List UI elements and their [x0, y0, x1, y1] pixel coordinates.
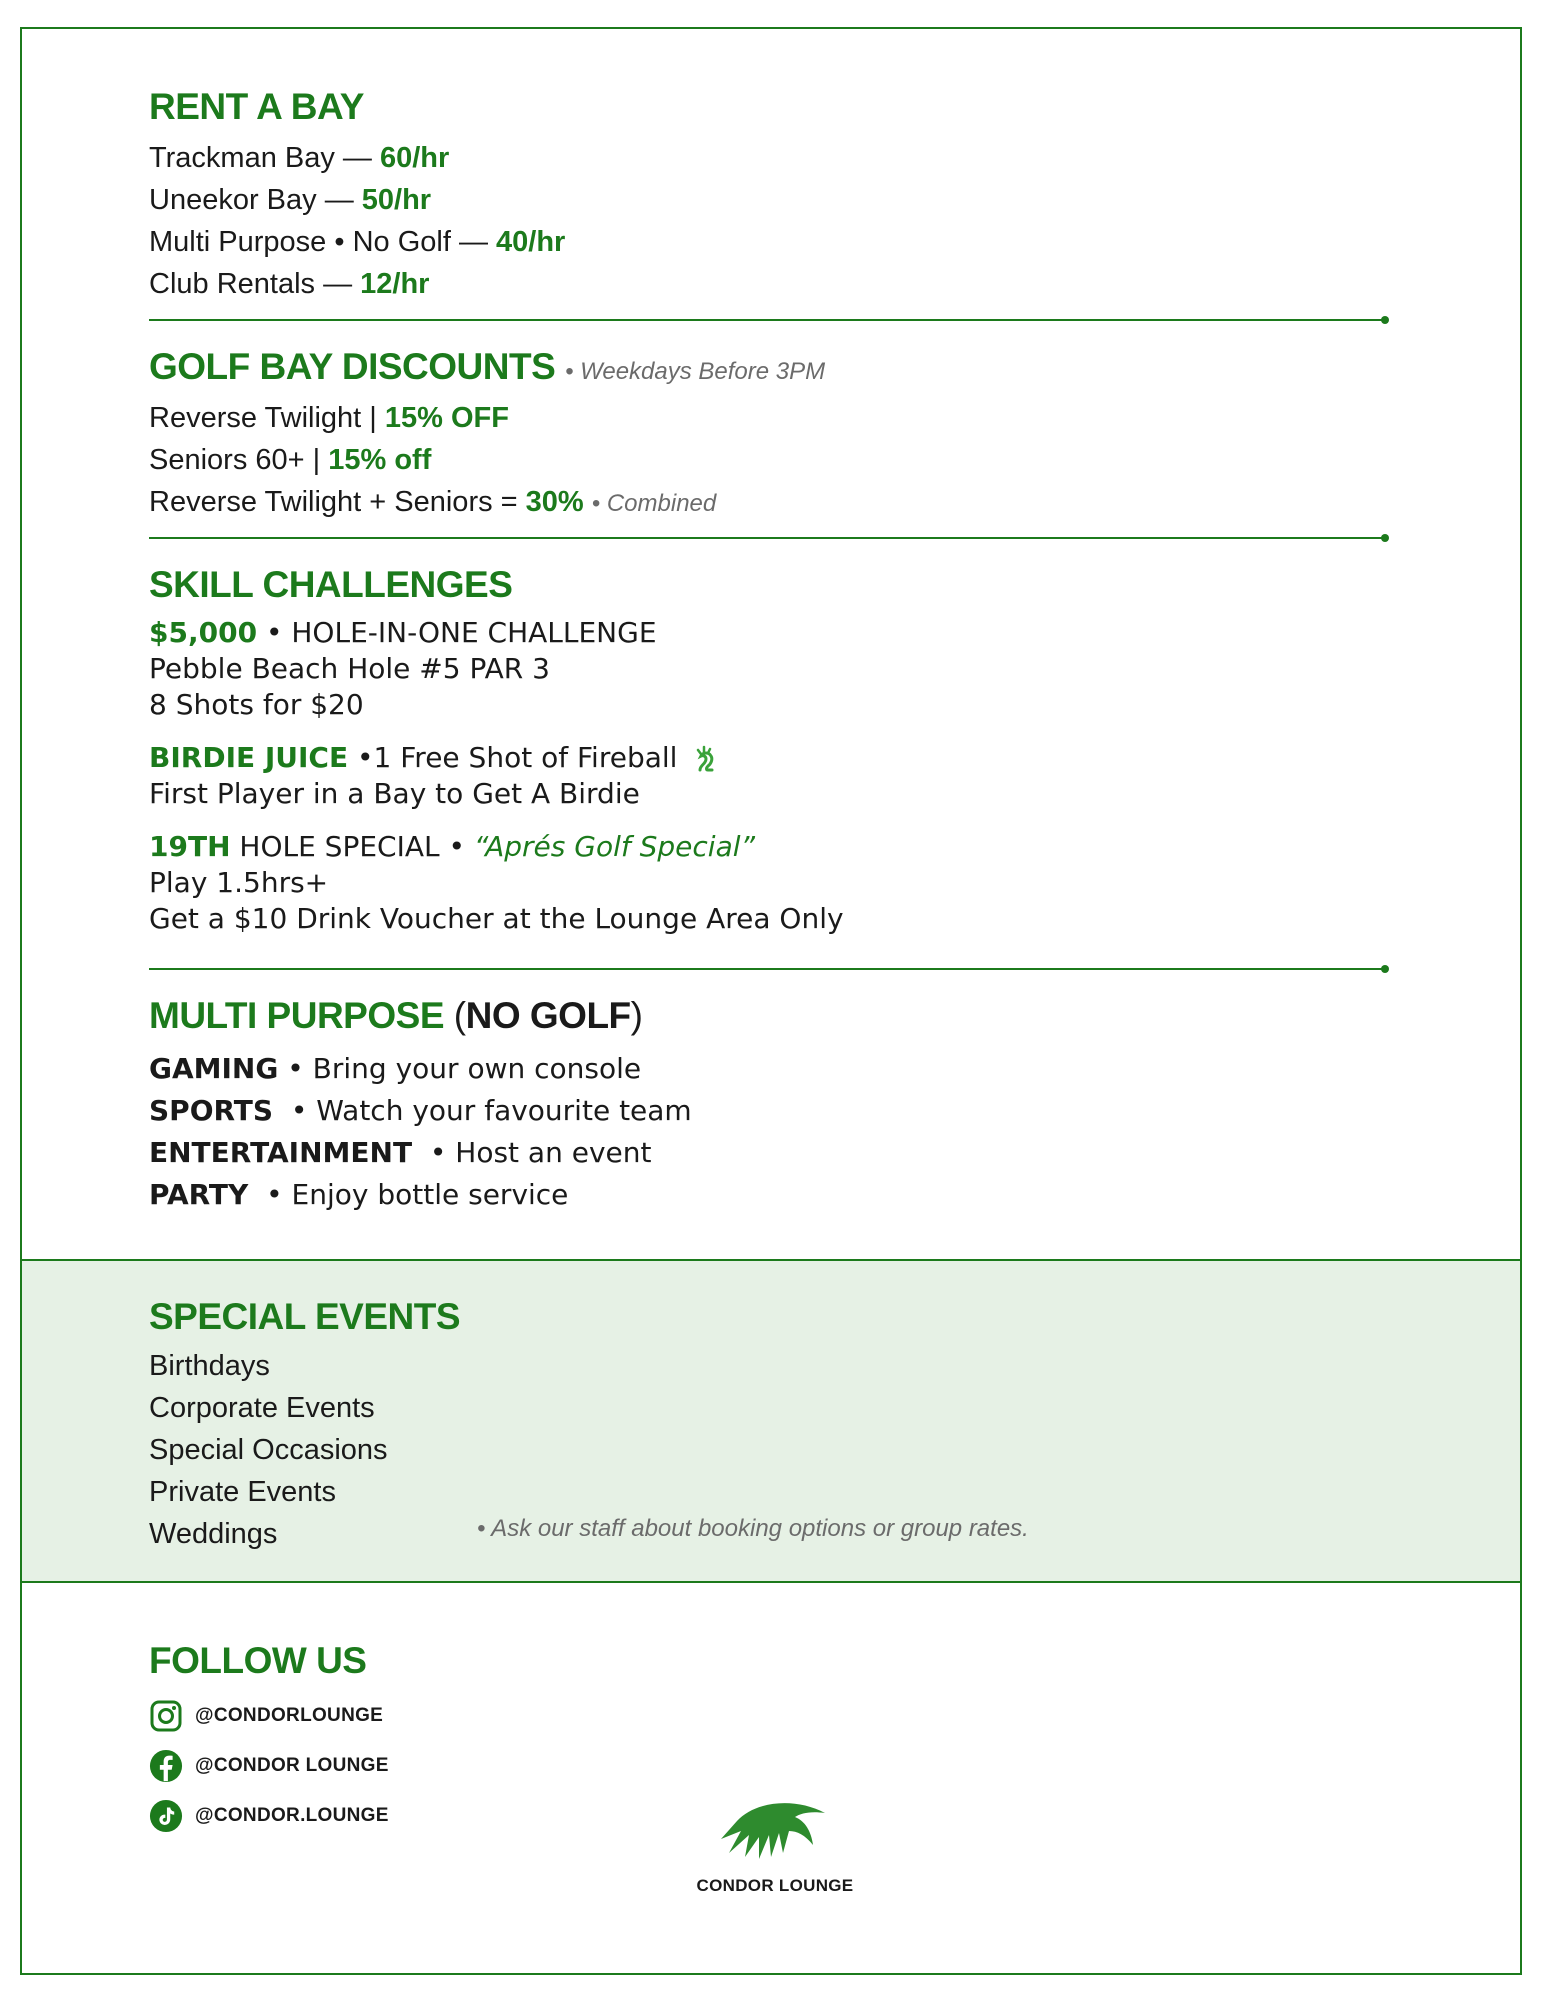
discounts-section [149, 348, 1545, 525]
price-line: Uneekor Bay — 50/hr [149, 184, 432, 216]
logo [690, 1795, 860, 1896]
logo-text: CONDOR LOUNGE [696, 1876, 854, 1895]
section-title: MULTI PURPOSE (NO GOLF) [149, 995, 643, 1036]
section-note: • Weekdays Before 3PM [565, 358, 826, 385]
condor-logo-icon [715, 1795, 835, 1867]
challenge-detail: First Player in a Bay to Get A Birdie [149, 777, 640, 810]
challenge-title: BIRDIE JUICE •1 Free Shot of Fireball [149, 740, 1545, 776]
instagram-icon [149, 1699, 183, 1733]
challenge-title: 19TH HOLE SPECIAL • “Aprés Golf Special” [149, 830, 756, 863]
discount-line: Seniors 60+ | 15% off [149, 444, 432, 476]
discount-line: Reverse Twilight | 15% OFF [149, 402, 509, 434]
feature-line: SPORTS • Watch your favourite team [149, 1094, 692, 1127]
section-divider [149, 537, 1385, 539]
price-line: Multi Purpose • No Golf — 40/hr [149, 226, 566, 258]
feature-line: ENTERTAINMENT • Host an event [149, 1136, 652, 1169]
social-handle: @CONDOR LOUNGE [195, 1755, 389, 1776]
dragon-icon [690, 744, 720, 774]
facebook-icon [149, 1749, 183, 1783]
price-line: Trackman Bay — 60/hr [149, 142, 450, 174]
section-title: RENT A BAY [149, 86, 364, 127]
feature-line: GAMING • Bring your own console [149, 1052, 642, 1085]
social-handle: @CONDORLOUNGE [195, 1705, 384, 1726]
section-divider [149, 968, 1385, 970]
events-note: • Ask our staff about booking options or group rates. [477, 1515, 1029, 1542]
multi-purpose-section [149, 997, 1545, 1216]
price-line: Club Rentals — 12/hr [149, 268, 430, 300]
section-title: FOLLOW US [149, 1640, 367, 1681]
social-link-facebook[interactable] [149, 1741, 1545, 1791]
social-link-instagram[interactable] [149, 1691, 1545, 1741]
section-title: SPECIAL EVENTS [149, 1296, 461, 1337]
discount-line: Reverse Twilight + Seniors = 30% • Combined [149, 486, 717, 518]
challenge-detail: Get a $10 Drink Voucher at the Lounge Area Only [149, 902, 844, 935]
challenge-detail: Play 1.5hrs+ [149, 866, 329, 899]
tiktok-icon [149, 1799, 183, 1833]
feature-line: PARTY • Enjoy bottle service [149, 1178, 569, 1211]
event-item: Corporate Events [149, 1392, 375, 1424]
event-item: Weddings [149, 1518, 278, 1550]
section-title: SKILL CHALLENGES [149, 564, 513, 605]
challenge-detail: 8 Shots for $20 [149, 688, 364, 721]
challenge-detail: Pebble Beach Hole #5 PAR 3 [149, 652, 550, 685]
challenge-title: $5,000 • HOLE-IN-ONE CHALLENGE [149, 616, 657, 649]
skill-challenges-section [149, 566, 1545, 937]
rent-a-bay-section [149, 88, 1545, 305]
event-item: Special Occasions [149, 1434, 388, 1466]
section-title: GOLF BAY DISCOUNTS • Weekdays Before 3PM [149, 346, 826, 387]
section-divider [149, 319, 1385, 321]
event-item: Birthdays [149, 1350, 270, 1382]
event-item: Private Events [149, 1476, 336, 1508]
social-handle: @CONDOR.LOUNGE [195, 1805, 389, 1826]
